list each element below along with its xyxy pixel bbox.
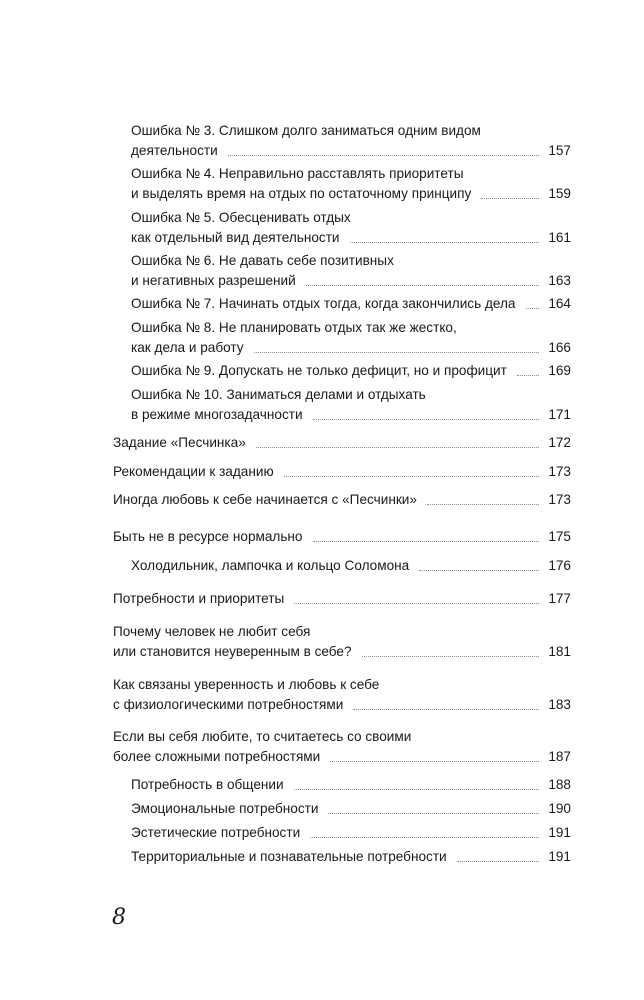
toc-entry-title: Холодильник, лампочка и кольцо Соломона (131, 558, 410, 573)
toc-entry-line: Если вы себя любите, то считаетесь со своими (113, 729, 412, 744)
page-number: 163 (548, 273, 571, 288)
toc-entry-line: Ошибка № 5. Обесценивать отдых (131, 210, 351, 225)
page-number: 191 (548, 849, 571, 864)
dot-leader (254, 351, 539, 353)
toc-entry (131, 142, 571, 160)
toc-entry (131, 295, 571, 313)
dot-leader (294, 602, 539, 604)
toc-entry-line: Ошибка № 3. Слишком долго заниматься одним видом (131, 123, 481, 138)
toc-entry (131, 406, 571, 424)
dot-leader (419, 569, 539, 571)
toc-entry-title: в режиме многозадачности (131, 407, 303, 422)
toc-entry-title: с физиологическими потребностями (113, 697, 344, 712)
page-number: 190 (548, 801, 571, 816)
toc-entry-title: Территориальные и познавательные потребности (131, 849, 447, 864)
dot-leader (306, 284, 539, 286)
toc-entry (113, 528, 571, 546)
toc-entry (113, 590, 571, 608)
page-number: 187 (548, 749, 571, 764)
page-number: 176 (548, 558, 571, 573)
toc-entry-title: Быть не в ресурсе нормально (113, 529, 303, 544)
page-number: 183 (548, 697, 571, 712)
dot-leader (330, 760, 539, 762)
dot-leader (310, 836, 539, 838)
toc-entry (113, 696, 571, 714)
toc-entry-title: Потребности и приоритеты (113, 591, 285, 606)
page-number: 175 (548, 529, 571, 544)
page-number: 172 (548, 435, 571, 450)
dot-leader (526, 307, 540, 309)
toc-entry-title: как отдельный вид деятельности (131, 230, 340, 245)
toc-entry-title: Задание «Песчинка» (113, 435, 246, 450)
dot-leader (294, 788, 539, 790)
toc-entry (113, 491, 571, 509)
toc-entry-title: Эстетические потребности (131, 825, 301, 840)
toc-entry (113, 463, 571, 481)
toc-entry-line: Почему человек не любит себя (113, 624, 311, 639)
toc-entry-line: Как связаны уверенность и любовь к себе (113, 677, 380, 692)
toc-entry-title: Иногда любовь к себе начинается с «Песчинки» (113, 492, 417, 507)
folio-page-number: 8 (112, 905, 126, 930)
toc-entry-title: Рекомендации к заданию (113, 464, 274, 479)
dot-leader (328, 812, 539, 814)
toc-entry (131, 339, 571, 357)
toc-entry (131, 185, 571, 203)
dot-leader (517, 374, 539, 376)
dot-leader (481, 197, 539, 199)
toc-entry-title: Потребность в общении (131, 777, 284, 792)
toc-entry-line: Ошибка № 8. Не планировать отдых так же жестко, (131, 320, 457, 335)
page-number: 191 (548, 825, 571, 840)
toc-entry-line: Ошибка № 4. Неправильно расставлять приоритеты (131, 166, 464, 181)
dot-leader (313, 540, 540, 542)
toc-entry (113, 748, 571, 766)
toc-entry-title: более сложными потребностями (113, 749, 321, 764)
toc-entry-line: Ошибка № 6. Не давать себе позитивных (131, 253, 394, 268)
toc-entry (131, 776, 571, 794)
dot-leader (350, 241, 539, 243)
toc-entry-title: и негативных разрешений (131, 273, 296, 288)
dot-leader (313, 418, 539, 420)
dot-leader (256, 446, 539, 448)
toc-entry-title: Ошибка № 7. Начинать отдых тогда, когда закончились дела (131, 296, 516, 311)
page-number: 159 (548, 186, 571, 201)
toc-entry (131, 800, 571, 818)
toc-entry (131, 362, 571, 380)
toc-entry (113, 643, 571, 661)
page-number: 161 (548, 230, 571, 245)
toc-entry (131, 848, 571, 866)
dot-leader (284, 475, 539, 477)
page-number: 173 (548, 492, 571, 507)
toc-entry (131, 557, 571, 575)
toc-entry (131, 272, 571, 290)
toc-entry-line: Ошибка № 10. Заниматься делами и отдыхать (131, 387, 426, 402)
page-number: 166 (548, 340, 571, 355)
dot-leader (353, 708, 539, 710)
dot-leader (362, 655, 539, 657)
toc-entry (131, 824, 571, 842)
page-number: 169 (548, 363, 571, 378)
toc-entry-title: Эмоциональные потребности (131, 801, 319, 816)
page-number: 173 (548, 464, 571, 479)
toc-entry (113, 434, 571, 452)
dot-leader (427, 503, 539, 505)
toc-entry (131, 229, 571, 247)
toc-entry-title: Ошибка № 9. Допускать не только дефицит, но и профицит (131, 363, 507, 378)
page-number: 177 (548, 591, 571, 606)
toc-entry-title: деятельности (131, 143, 218, 158)
toc-entry-title: как дела и работу (131, 340, 244, 355)
dot-leader (228, 154, 539, 156)
page-number: 157 (548, 143, 571, 158)
page-number: 188 (548, 777, 571, 792)
dot-leader (457, 860, 539, 862)
toc-entry-title: или становится неуверенным в себе? (113, 644, 352, 659)
page-number: 171 (548, 407, 571, 422)
page-number: 181 (548, 644, 571, 659)
toc-entry-title: и выделять время на отдых по остаточному принципу (131, 186, 472, 201)
page-number: 164 (548, 296, 571, 311)
